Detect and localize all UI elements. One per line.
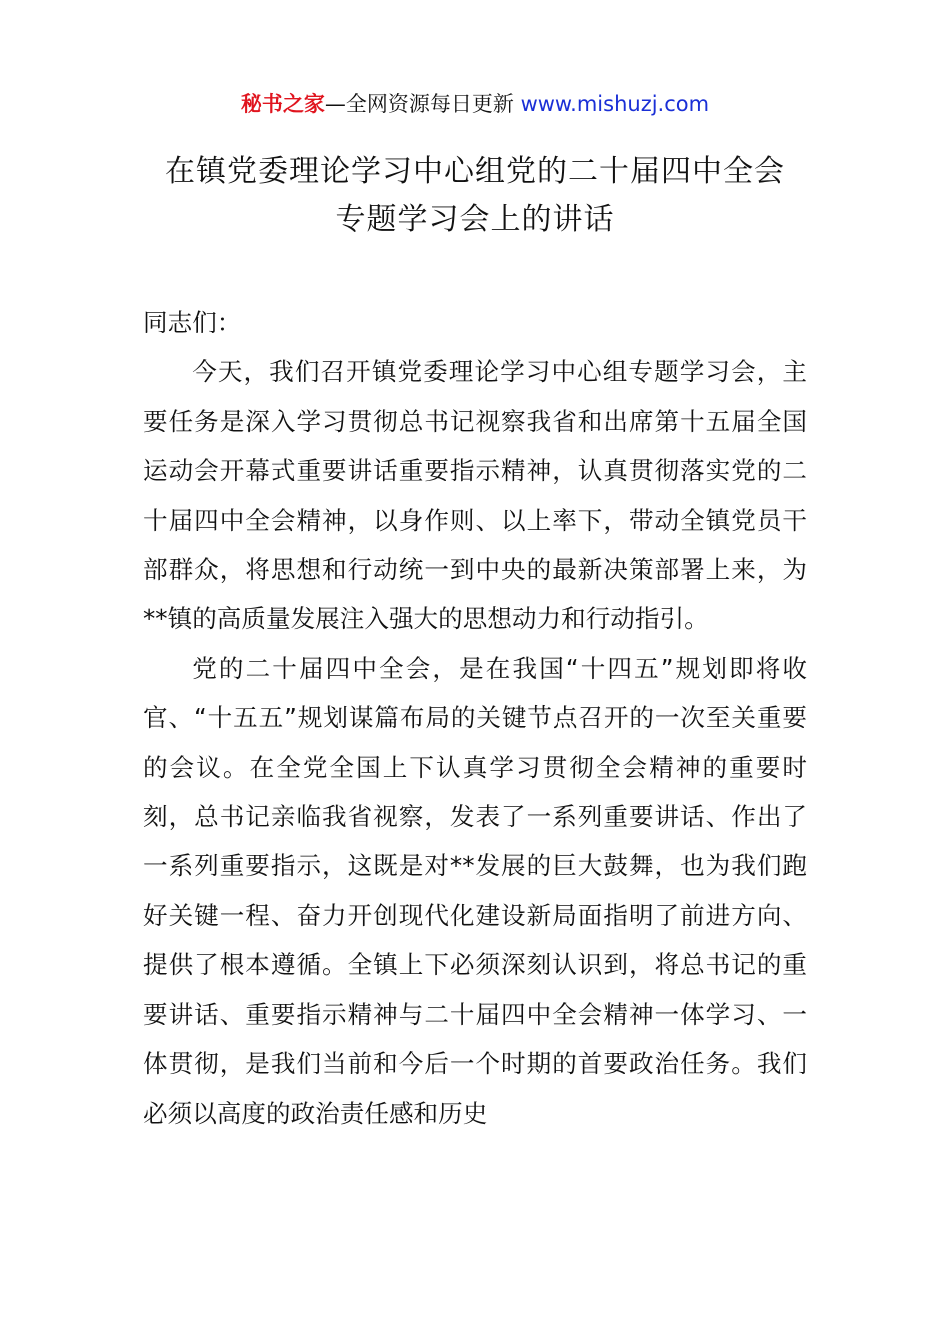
site-url-link[interactable]: www.mishuzj.com xyxy=(520,92,710,116)
title-line-2: 专题学习会上的讲话 xyxy=(335,202,615,237)
salutation: 同志们： xyxy=(143,308,242,337)
site-header xyxy=(0,88,950,120)
document-title xyxy=(0,148,950,244)
document-body xyxy=(143,298,807,1138)
header-tagline: —全网资源每日更新 xyxy=(324,92,521,116)
title-line-1: 在镇党委理论学习中心组党的二十届四中全会 xyxy=(165,154,785,189)
paragraph-1: 今天，我们召开镇党委理论学习中心组专题学习会，主要任务是深入学习贯彻总书记视察我省和出席第十五届全国运动会开幕式重要讲话重要指示精神，认真贯彻落实党的二十届四中全会精神，以身作则、以上率下，带动全镇党员干部群众，将思想和行动统一到中央的最新决策部署上来，为**镇的高质量发展注入强大的思想动力和行动指引。 xyxy=(143,357,807,634)
brand-name: 秘书之家 xyxy=(240,92,325,116)
paragraph-2: 党的二十届四中全会，是在我国“十四五”规划即将收官、“十五五”规划谋篇布局的关键节点召开的一次至关重要的会议。在全党全国上下认真学习贯彻全会精神的重要时刻，总书记亲临我省视察，发表了一系列重要讲话、作出了一系列重要指示，这既是对**发展的巨大鼓舞，也为我们跑好关键一程、奋力开创现代化建设新局面指明了前进方向、提供了根本遵循。全镇上下必须深刻认识到，将总书记的重要讲话、重要指示精神与二十届四中全会精神一体学习、一体贯彻，是我们当前和今后一个时期的首要政治任务。我们必须以高度的政治责任感和历史 xyxy=(143,653,807,1128)
